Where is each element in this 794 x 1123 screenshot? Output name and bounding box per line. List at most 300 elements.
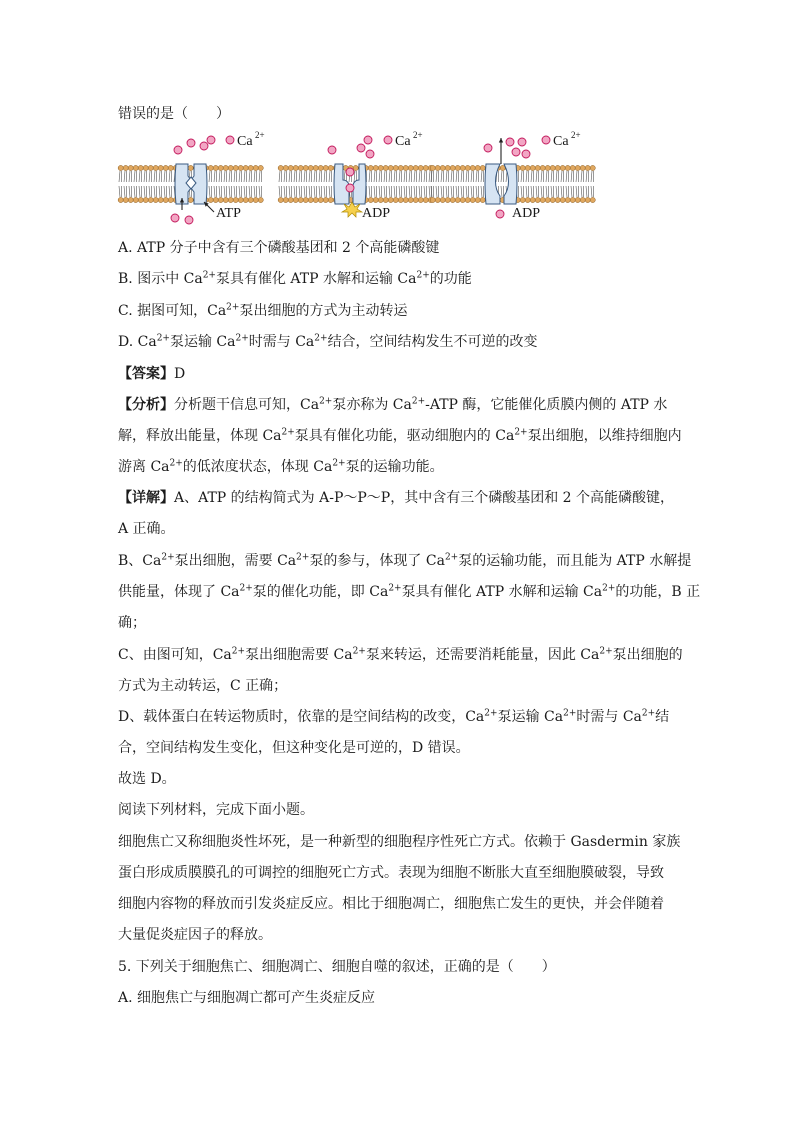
- lipid-tail: [441, 171, 442, 182]
- question-5-stem: 5. 下列关于细胞焦亡、细胞凋亡、细胞自噬的叙述，正确的是（ ）: [118, 959, 556, 975]
- lipid-tail: [456, 171, 457, 182]
- lipid-head: [163, 197, 168, 202]
- panel-1-label: ATP: [216, 206, 241, 221]
- lipid-tail: [139, 171, 140, 182]
- lipid-tail: [129, 171, 130, 182]
- lipid-tail: [239, 171, 240, 182]
- ca-ion: [364, 136, 372, 144]
- lipid-head: [540, 165, 545, 170]
- conclusion: 故选 D。: [118, 771, 176, 787]
- lipid-tail: [309, 186, 310, 197]
- lipid-tail: [471, 171, 472, 182]
- lipid-head: [575, 165, 580, 170]
- lipid-head: [565, 165, 570, 170]
- ca-ion: [522, 150, 530, 158]
- ca-ion: [226, 136, 234, 144]
- lipid-tail: [424, 186, 425, 197]
- lipid-head: [148, 197, 153, 202]
- lipid-tail: [254, 186, 255, 197]
- ca-ion-charge: 2+: [571, 130, 581, 140]
- phosphate-burst-icon: [342, 202, 362, 217]
- ca-ion: [518, 138, 526, 146]
- ca-ion: [496, 210, 504, 218]
- lipid-tail: [451, 186, 452, 197]
- lipid-head: [133, 197, 138, 202]
- lipid-tail: [209, 171, 210, 182]
- lipid-tail: [481, 171, 482, 182]
- efflux-arrow-head: [499, 138, 503, 143]
- lipid-tail: [144, 186, 145, 197]
- lipid-head: [398, 165, 403, 170]
- lipid-head: [545, 165, 550, 170]
- lipid-head: [318, 165, 323, 170]
- lipid-head: [253, 165, 258, 170]
- lipid-tail: [374, 171, 375, 182]
- lipid-tail: [134, 171, 135, 182]
- lipid-tail: [466, 186, 467, 197]
- lipid-tail: [399, 186, 400, 197]
- lipid-head: [293, 197, 298, 202]
- ca-ion: [384, 136, 392, 144]
- lipid-head: [308, 165, 313, 170]
- lipid-tail: [541, 171, 542, 182]
- detail-a-line-1: 【详解】A、ATP 的结构简式为 A-P～P～P，其中含有三个磷酸基团和 2 个高能磷酸键，: [118, 490, 675, 506]
- lipid-tail: [501, 171, 502, 182]
- lipid-head: [530, 165, 535, 170]
- lipid-head: [378, 197, 383, 202]
- lipid-tail: [429, 171, 430, 182]
- lipid-tail: [144, 171, 145, 182]
- lipid-tail: [576, 186, 577, 197]
- lipid-head: [248, 197, 253, 202]
- lipid-tail: [389, 186, 390, 197]
- lipid-head: [475, 197, 480, 202]
- lipid-tail: [314, 171, 315, 182]
- lipid-head: [288, 165, 293, 170]
- lipid-tail: [561, 171, 562, 182]
- lipid-tail: [234, 171, 235, 182]
- lipid-head: [258, 197, 263, 202]
- lipid-head: [455, 197, 460, 202]
- lipid-tail: [249, 171, 250, 182]
- lipid-tail: [546, 186, 547, 197]
- lipid-head: [440, 165, 445, 170]
- lipid-tail: [329, 171, 330, 182]
- lipid-tail: [299, 171, 300, 182]
- lipid-tail: [409, 171, 410, 182]
- lipid-tail: [229, 186, 230, 197]
- lipid-head: [128, 165, 133, 170]
- lipid-head: [440, 197, 445, 202]
- answer-line: 【答案】D: [118, 366, 186, 382]
- lipid-tail: [259, 186, 260, 197]
- lipid-tail: [419, 171, 420, 182]
- lipid-tail: [591, 186, 592, 197]
- lipid-head: [480, 197, 485, 202]
- lipid-tail: [461, 186, 462, 197]
- lipid-tail: [399, 171, 400, 182]
- lipid-tail: [284, 171, 285, 182]
- lipid-tail: [209, 186, 210, 197]
- lipid-head: [460, 197, 465, 202]
- lipid-tail: [384, 186, 385, 197]
- detail-c-line-2: 方式为主动转运，C 正确；: [118, 678, 288, 694]
- lipid-head: [555, 197, 560, 202]
- ca-ion: [366, 150, 374, 158]
- lipid-tail: [244, 171, 245, 182]
- lipid-tail: [384, 171, 385, 182]
- lipid-tail: [476, 171, 477, 182]
- lipid-head: [580, 197, 585, 202]
- lipid-tail: [304, 186, 305, 197]
- lipid-tail: [526, 186, 527, 197]
- lipid-tail: [329, 186, 330, 197]
- lipid-tail: [521, 186, 522, 197]
- ca-ion-charge: 2+: [255, 130, 265, 140]
- ca-ion-label: Ca: [395, 134, 411, 149]
- lipid-head: [408, 197, 413, 202]
- lipid-head: [550, 197, 555, 202]
- lipid-tail: [586, 171, 587, 182]
- lipid-head: [423, 165, 428, 170]
- lipid-head: [298, 197, 303, 202]
- lipid-head: [378, 165, 383, 170]
- lipid-head: [403, 165, 408, 170]
- lipid-tail: [254, 171, 255, 182]
- ca-ion: [346, 168, 354, 176]
- lipid-tail: [424, 171, 425, 182]
- lipid-tail: [319, 186, 320, 197]
- lipid-tail: [481, 186, 482, 197]
- lipid-tail: [446, 186, 447, 197]
- lipid-tail: [531, 186, 532, 197]
- lipid-head: [525, 197, 530, 202]
- lipid-head: [430, 197, 435, 202]
- lipid-tail: [294, 171, 295, 182]
- option-a: A. ATP 分子中含有三个磷酸基团和 2 个高能磷酸键: [118, 240, 440, 256]
- lipid-head: [590, 165, 595, 170]
- lipid-head: [450, 197, 455, 202]
- lipid-tail: [124, 171, 125, 182]
- lipid-tail: [476, 186, 477, 197]
- lipid-tail: [169, 186, 170, 197]
- lipid-tail: [394, 171, 395, 182]
- lipid-head: [465, 165, 470, 170]
- lipid-head: [455, 165, 460, 170]
- lipid-tail: [581, 171, 582, 182]
- lipid-head: [218, 197, 223, 202]
- option-b: B. 图示中 $Ca^{2+}$泵具有催化 ATP 水解和运输 $Ca^{2+}$的功能: [118, 270, 472, 287]
- lipid-tail: [536, 171, 537, 182]
- lipid-head: [430, 165, 435, 170]
- lipid-head: [168, 197, 173, 202]
- lipid-head: [313, 197, 318, 202]
- lipid-tail: [369, 171, 370, 182]
- analysis-line-3: 游离 $Ca^{2+}$的低浓度状态，体现 $Ca^{2+}$泵的运输功能。: [118, 458, 444, 475]
- lipid-tail: [324, 171, 325, 182]
- lipid-tail: [404, 186, 405, 197]
- lipid-tail: [294, 186, 295, 197]
- lipid-head: [243, 197, 248, 202]
- lipid-tail: [224, 186, 225, 197]
- lipid-tail: [319, 171, 320, 182]
- lipid-tail: [536, 186, 537, 197]
- lipid-tail: [436, 186, 437, 197]
- lipid-tail: [556, 171, 557, 182]
- ca-ion: [506, 138, 514, 146]
- lipid-tail: [466, 171, 467, 182]
- lipid-head: [393, 165, 398, 170]
- lipid-head: [253, 197, 258, 202]
- lipid-head: [445, 165, 450, 170]
- detail-b-line-2: 供能量，体现了 $Ca^{2+}$泵的催化功能，即 $Ca^{2+}$泵具有催化 ATP 水解和运输 $Ca^{2+}$的功能，B 正: [118, 583, 701, 600]
- lipid-head: [413, 197, 418, 202]
- lipid-tail: [154, 186, 155, 197]
- lipid-tail: [229, 171, 230, 182]
- lipid-head: [208, 197, 213, 202]
- lipid-tail: [419, 186, 420, 197]
- lipid-head: [328, 165, 333, 170]
- lipid-head: [590, 197, 595, 202]
- lipid-head: [118, 197, 123, 202]
- lipid-head: [148, 165, 153, 170]
- question-tail: 错误的是（ ）: [118, 106, 230, 122]
- lipid-head: [465, 197, 470, 202]
- lipid-head: [223, 197, 228, 202]
- lipid-head: [188, 165, 193, 170]
- lipid-head: [570, 165, 575, 170]
- lipid-tail: [164, 171, 165, 182]
- lipid-tail: [551, 186, 552, 197]
- lipid-tail: [414, 186, 415, 197]
- lipid-head: [128, 197, 133, 202]
- ca-pump-figure: [112, 128, 612, 228]
- detail-b-line-3: 确；: [118, 615, 146, 631]
- ca-ion: [187, 139, 195, 147]
- lipid-head: [123, 197, 128, 202]
- lipid-head: [560, 197, 565, 202]
- lipid-tail: [129, 186, 130, 197]
- lipid-head: [368, 197, 373, 202]
- lipid-head: [585, 165, 590, 170]
- ca-ion: [185, 216, 193, 224]
- lipid-head: [413, 165, 418, 170]
- lipid-tail: [169, 171, 170, 182]
- lipid-tail: [149, 171, 150, 182]
- lipid-head: [283, 197, 288, 202]
- ca-ion-charge: 2+: [413, 130, 423, 140]
- lipid-head: [550, 165, 555, 170]
- lipid-head: [445, 197, 450, 202]
- lipid-head: [460, 165, 465, 170]
- lipid-head: [535, 165, 540, 170]
- lipid-head: [373, 197, 378, 202]
- lipid-head: [435, 165, 440, 170]
- lipid-tail: [571, 186, 572, 197]
- lipid-tail: [374, 186, 375, 197]
- lipid-head: [223, 165, 228, 170]
- lipid-head: [535, 197, 540, 202]
- lipid-head: [480, 165, 485, 170]
- lipid-tail: [546, 171, 547, 182]
- lipid-tail: [289, 171, 290, 182]
- lipid-tail: [214, 186, 215, 197]
- lipid-head: [248, 165, 253, 170]
- lipid-head: [238, 165, 243, 170]
- lipid-head: [158, 165, 163, 170]
- lipid-tail: [149, 186, 150, 197]
- lipid-head: [570, 197, 575, 202]
- ca-ion: [207, 136, 215, 144]
- lipid-tail: [224, 171, 225, 182]
- passage-line-4: 大量促炎症因子的释放。: [118, 927, 272, 943]
- analysis-line-2: 解，释放出能量，体现 $Ca^{2+}$泵具有催化功能，驱动细胞内的 $Ca^{2+}$泵出细胞，以维持细胞内: [118, 427, 682, 444]
- lipid-tail: [314, 186, 315, 197]
- lipid-tail: [404, 171, 405, 182]
- lipid-head: [233, 197, 238, 202]
- lipid-tail: [284, 186, 285, 197]
- ca-ion: [328, 146, 336, 154]
- passage-line-1: 细胞焦亡又称细胞炎性坏死，是一种新型的细胞程序性死亡方式。依赖于 Gasdermin 家族: [118, 834, 681, 850]
- lipid-head: [373, 165, 378, 170]
- lipid-head: [143, 197, 148, 202]
- lipid-tail: [369, 186, 370, 197]
- lipid-tail: [304, 171, 305, 182]
- lipid-tail: [429, 186, 430, 197]
- lipid-head: [258, 165, 263, 170]
- lipid-head: [398, 197, 403, 202]
- lipid-tail: [414, 171, 415, 182]
- lipid-tail: [134, 186, 135, 197]
- lipid-head: [163, 165, 168, 170]
- lipid-head: [388, 197, 393, 202]
- lipid-head: [308, 197, 313, 202]
- ca-ion-label: Ca: [553, 134, 569, 149]
- lipid-head: [233, 165, 238, 170]
- detail-d-line-1: D、载体蛋白在转运物质时，依靠的是空间结构的改变，$Ca^{2+}$泵运输 $Ca^{2+}$时需与 $Ca^{2+}$结: [118, 708, 670, 725]
- lipid-tail: [591, 171, 592, 182]
- lipid-tail: [471, 186, 472, 197]
- lipid-tail: [521, 171, 522, 182]
- passage-intro: 阅读下列材料，完成下面小题。: [118, 802, 314, 818]
- lipid-tail: [299, 186, 300, 197]
- lipid-head: [368, 165, 373, 170]
- detail-a-line-2: A 正确。: [118, 521, 175, 537]
- lipid-tail: [566, 186, 567, 197]
- lipid-tail: [436, 171, 437, 182]
- lipid-head: [520, 197, 525, 202]
- lipid-head: [383, 165, 388, 170]
- lipid-head: [288, 197, 293, 202]
- lipid-head: [228, 165, 233, 170]
- lipid-head: [580, 165, 585, 170]
- lipid-head: [213, 165, 218, 170]
- lipid-head: [243, 165, 248, 170]
- lipid-head: [153, 165, 158, 170]
- lipid-tail: [244, 186, 245, 197]
- panel-2-label: ADP: [362, 206, 391, 221]
- ca-pump-left-half: [485, 164, 500, 204]
- lipid-tail: [139, 186, 140, 197]
- lipid-head: [283, 165, 288, 170]
- ca-ion: [346, 184, 354, 192]
- lipid-head: [450, 165, 455, 170]
- lipid-head: [408, 165, 413, 170]
- lipid-tail: [234, 186, 235, 197]
- lipid-head: [323, 165, 328, 170]
- lipid-tail: [124, 186, 125, 197]
- lipid-head: [323, 197, 328, 202]
- lipid-head: [168, 165, 173, 170]
- detail-b-line-1: B、$Ca^{2+}$泵出细胞，需要 $Ca^{2+}$泵的参与，体现了 $Ca^{2+}$泵的运输功能，而且能为 ATP 水解提: [118, 552, 692, 569]
- lipid-tail: [119, 171, 120, 182]
- ca-ion-label: Ca: [237, 134, 253, 149]
- detail-c-line-1: C、由图可知，$Ca^{2+}$泵出细胞需要 $Ca^{2+}$泵来转运，还需要消耗能量，因此 $Ca^{2+}$泵出细胞的: [118, 646, 683, 663]
- lipid-tail: [309, 171, 310, 182]
- lipid-tail: [279, 171, 280, 182]
- lipid-tail: [576, 171, 577, 182]
- ca-ion: [484, 144, 492, 152]
- lipid-tail: [239, 186, 240, 197]
- lipid-head: [188, 197, 193, 202]
- lipid-head: [138, 197, 143, 202]
- option-d: D. $Ca^{2+}$泵运输 $Ca^{2+}$时需与 $Ca^{2+}$结合，空间结构发生不可逆的改变: [118, 333, 538, 350]
- lipid-head: [153, 197, 158, 202]
- lipid-head: [470, 197, 475, 202]
- ca-ion: [542, 136, 550, 144]
- lipid-tail: [556, 186, 557, 197]
- lipid-head: [383, 197, 388, 202]
- lipid-head: [525, 165, 530, 170]
- lipid-tail: [154, 171, 155, 182]
- lipid-head: [565, 197, 570, 202]
- lipid-tail: [446, 171, 447, 182]
- lipid-tail: [379, 186, 380, 197]
- lipid-head: [133, 165, 138, 170]
- lipid-head: [218, 165, 223, 170]
- lipid-head: [213, 197, 218, 202]
- lipid-tail: [159, 171, 160, 182]
- lipid-tail: [279, 186, 280, 197]
- lipid-tail: [551, 171, 552, 182]
- lipid-head: [435, 197, 440, 202]
- lipid-tail: [259, 171, 260, 182]
- lipid-tail: [441, 186, 442, 197]
- lipid-head: [540, 197, 545, 202]
- lipid-head: [238, 197, 243, 202]
- lipid-head: [575, 197, 580, 202]
- lipid-head: [303, 197, 308, 202]
- ca-ion: [171, 214, 179, 222]
- lipid-head: [353, 165, 358, 170]
- lipid-tail: [379, 171, 380, 182]
- lipid-head: [298, 165, 303, 170]
- lipid-head: [123, 165, 128, 170]
- lipid-head: [560, 165, 565, 170]
- lipid-tail: [501, 186, 502, 197]
- lipid-tail: [164, 186, 165, 197]
- analysis-line-1: 【分析】分析题干信息可知，$Ca^{2+}$泵亦称为 $Ca^{2+}$-ATP 酶，它能催化质膜内侧的 ATP 水: [118, 396, 668, 413]
- lipid-head: [278, 197, 283, 202]
- lipid-head: [313, 165, 318, 170]
- lipid-head: [418, 197, 423, 202]
- lipid-tail: [461, 171, 462, 182]
- lipid-tail: [389, 171, 390, 182]
- lipid-head: [423, 197, 428, 202]
- lipid-tail: [394, 186, 395, 197]
- lipid-head: [118, 165, 123, 170]
- lipid-tail: [531, 171, 532, 182]
